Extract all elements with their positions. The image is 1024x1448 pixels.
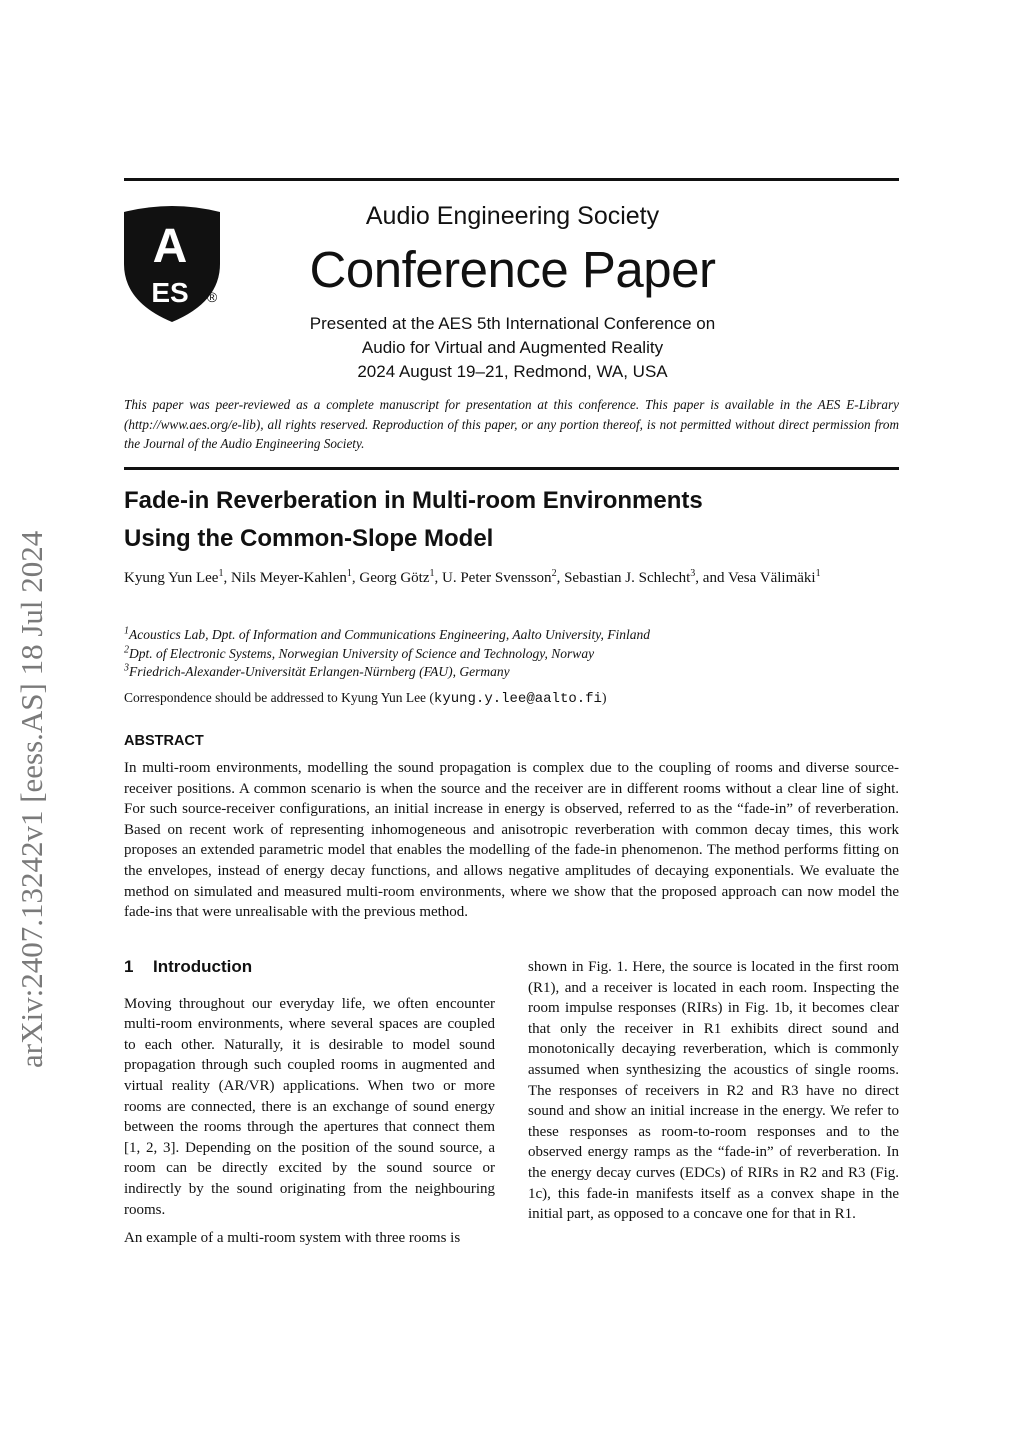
author: Georg Götz$^1$, [359,568,442,586]
paper-title-line-2: Using the Common-Slope Model [124,525,494,552]
presented-line-1: Presented at the AES 5th International Conference on [309,314,716,333]
author: Kyung Yun Lee$^1$, [124,568,231,586]
correspondence-line: Correspondence should be addressed to Kyung Yun Lee (kyung.y.lee@aalto.fi) [124,690,607,707]
presented-line-2: Audio for Virtual and Augmented Reality [361,338,664,357]
top-rule [124,178,899,181]
right-column [528,957,899,1233]
intro-paragraph-3: shown in Fig. 1. Here, the source is located in the first room (R1), and a receiver is located in each room. Inspecting the room impulse responses (RIRs) in Fig. 1b, it becomes clear that only the receiver in R1 exhibits direct sound and monotonically decaying reverberation, which is commonly assumed when synthesizing the acoustics of single rooms. The responses of receivers in R2 and R3 have no direct sound and show an initial increase in the energy. We refer to these responses as room-to-room responses and to the observed energy ramps as the “fade-in” of reverberation. In the energy decay curves (EDCs) of RIRs in R2 and R3 (Fig. 1c), this fade-in manifests itself as a convex shape in the initial part, as opposed to a concave one for that in R1. [528,959,899,1223]
society-name: Audio Engineering Society [365,202,660,230]
abstract-body: In multi-room environments, modelling the sound propagation is complex due to the coupling of rooms and diverse source-receiver positions. A common scenario is when the source and the receiver are in different rooms without a clear line of sight. For such source-receiver configurations, an initial increase in energy is observed, referred to as the “fade-in” of reverberation. Based on recent work of representing inhomogeneous and anisotropic reverberation with common decay times, this work proposes an extended parametric model that enables the modelling of the fade-in phenomenon. The method performs fitting on the envelopes, instead of energy decay functions, and allows negative amplitudes of decaying exponentials. We evaluate the method on simulated and measured multi-room environments, where we show that the proposed approach can now model the fade-ins that were unrealisable with the previous method. [124,760,899,921]
presented-line-3: 2024 August 19–21, Redmond, WA, USA [357,362,668,381]
affiliation: $^2$Dpt. of Electronic Systems, Norwegian University of Science and Technology, Norway [124,644,595,661]
author: U. Peter Svensson$^2$, [441,568,565,586]
logo-letters-es: ES [151,277,189,308]
author: Vesa Välimäki$^1$ [727,568,821,586]
author: Sebastian J. Schlecht$^3$, and [564,568,728,586]
affiliations [124,626,899,682]
peer-review-note: This paper was peer-reviewed as a complete manuscript for presentation at this conference. This paper is available in the AES E-Library (http://www.aes.org/e-lib), all rights reserved. Reproduction of this paper, or any portion thereof, is not permitted without direct permission from the Journal of the Audio Engineering Society. [124,397,899,451]
correspondence-email[interactable]: kyung.y.lee@aalto.fi [433,691,602,707]
intro-paragraph-2: An example of a multi-room system with three rooms is [124,1230,461,1247]
author-list [124,568,899,588]
section-heading-introduction: 1 Introduction [124,957,253,976]
affiliation: $^3$Friedrich-Alexander-Universität Erlangen-Nürnberg (FAU), Germany [124,662,510,679]
title-rule [124,467,899,470]
conference-paper-title: Conference Paper [309,241,716,298]
left-column [124,957,495,1257]
intro-paragraph-1: Moving throughout our everyday life, we often encounter multi-room environments, where several spaces are coupled to each other. Naturally, it is desirable to model sound propagation through such coupled rooms in augmented and virtual reality (AR/VR) applications. When two or more rooms are connected, there is an exchange of sound energy between the rooms through the apertures that connect them [1, 2, 3]. Depending on the position of the sound source, a room can be directly excited by the sound source or indirectly by the sound originating from the neighbouring rooms. [124,995,495,1218]
author: Nils Meyer-Kahlen$^1$, [230,568,360,586]
registered-mark: ® [206,289,218,305]
affiliation: $^1$Acoustics Lab, Dpt. of Information and Communications Engineering, Aalto University, Finland [124,625,650,642]
paper-title [124,482,899,558]
aes-logo [120,202,224,324]
logo-letter-a: A [152,220,188,273]
arxiv-identifier: arXiv:2407.13242v1 [eess.AS] 18 Jul 2024 [14,530,49,1068]
abstract-heading: ABSTRACT [124,733,204,749]
paper-title-line-1: Fade-in Reverberation in Multi-room Environments [124,487,703,514]
